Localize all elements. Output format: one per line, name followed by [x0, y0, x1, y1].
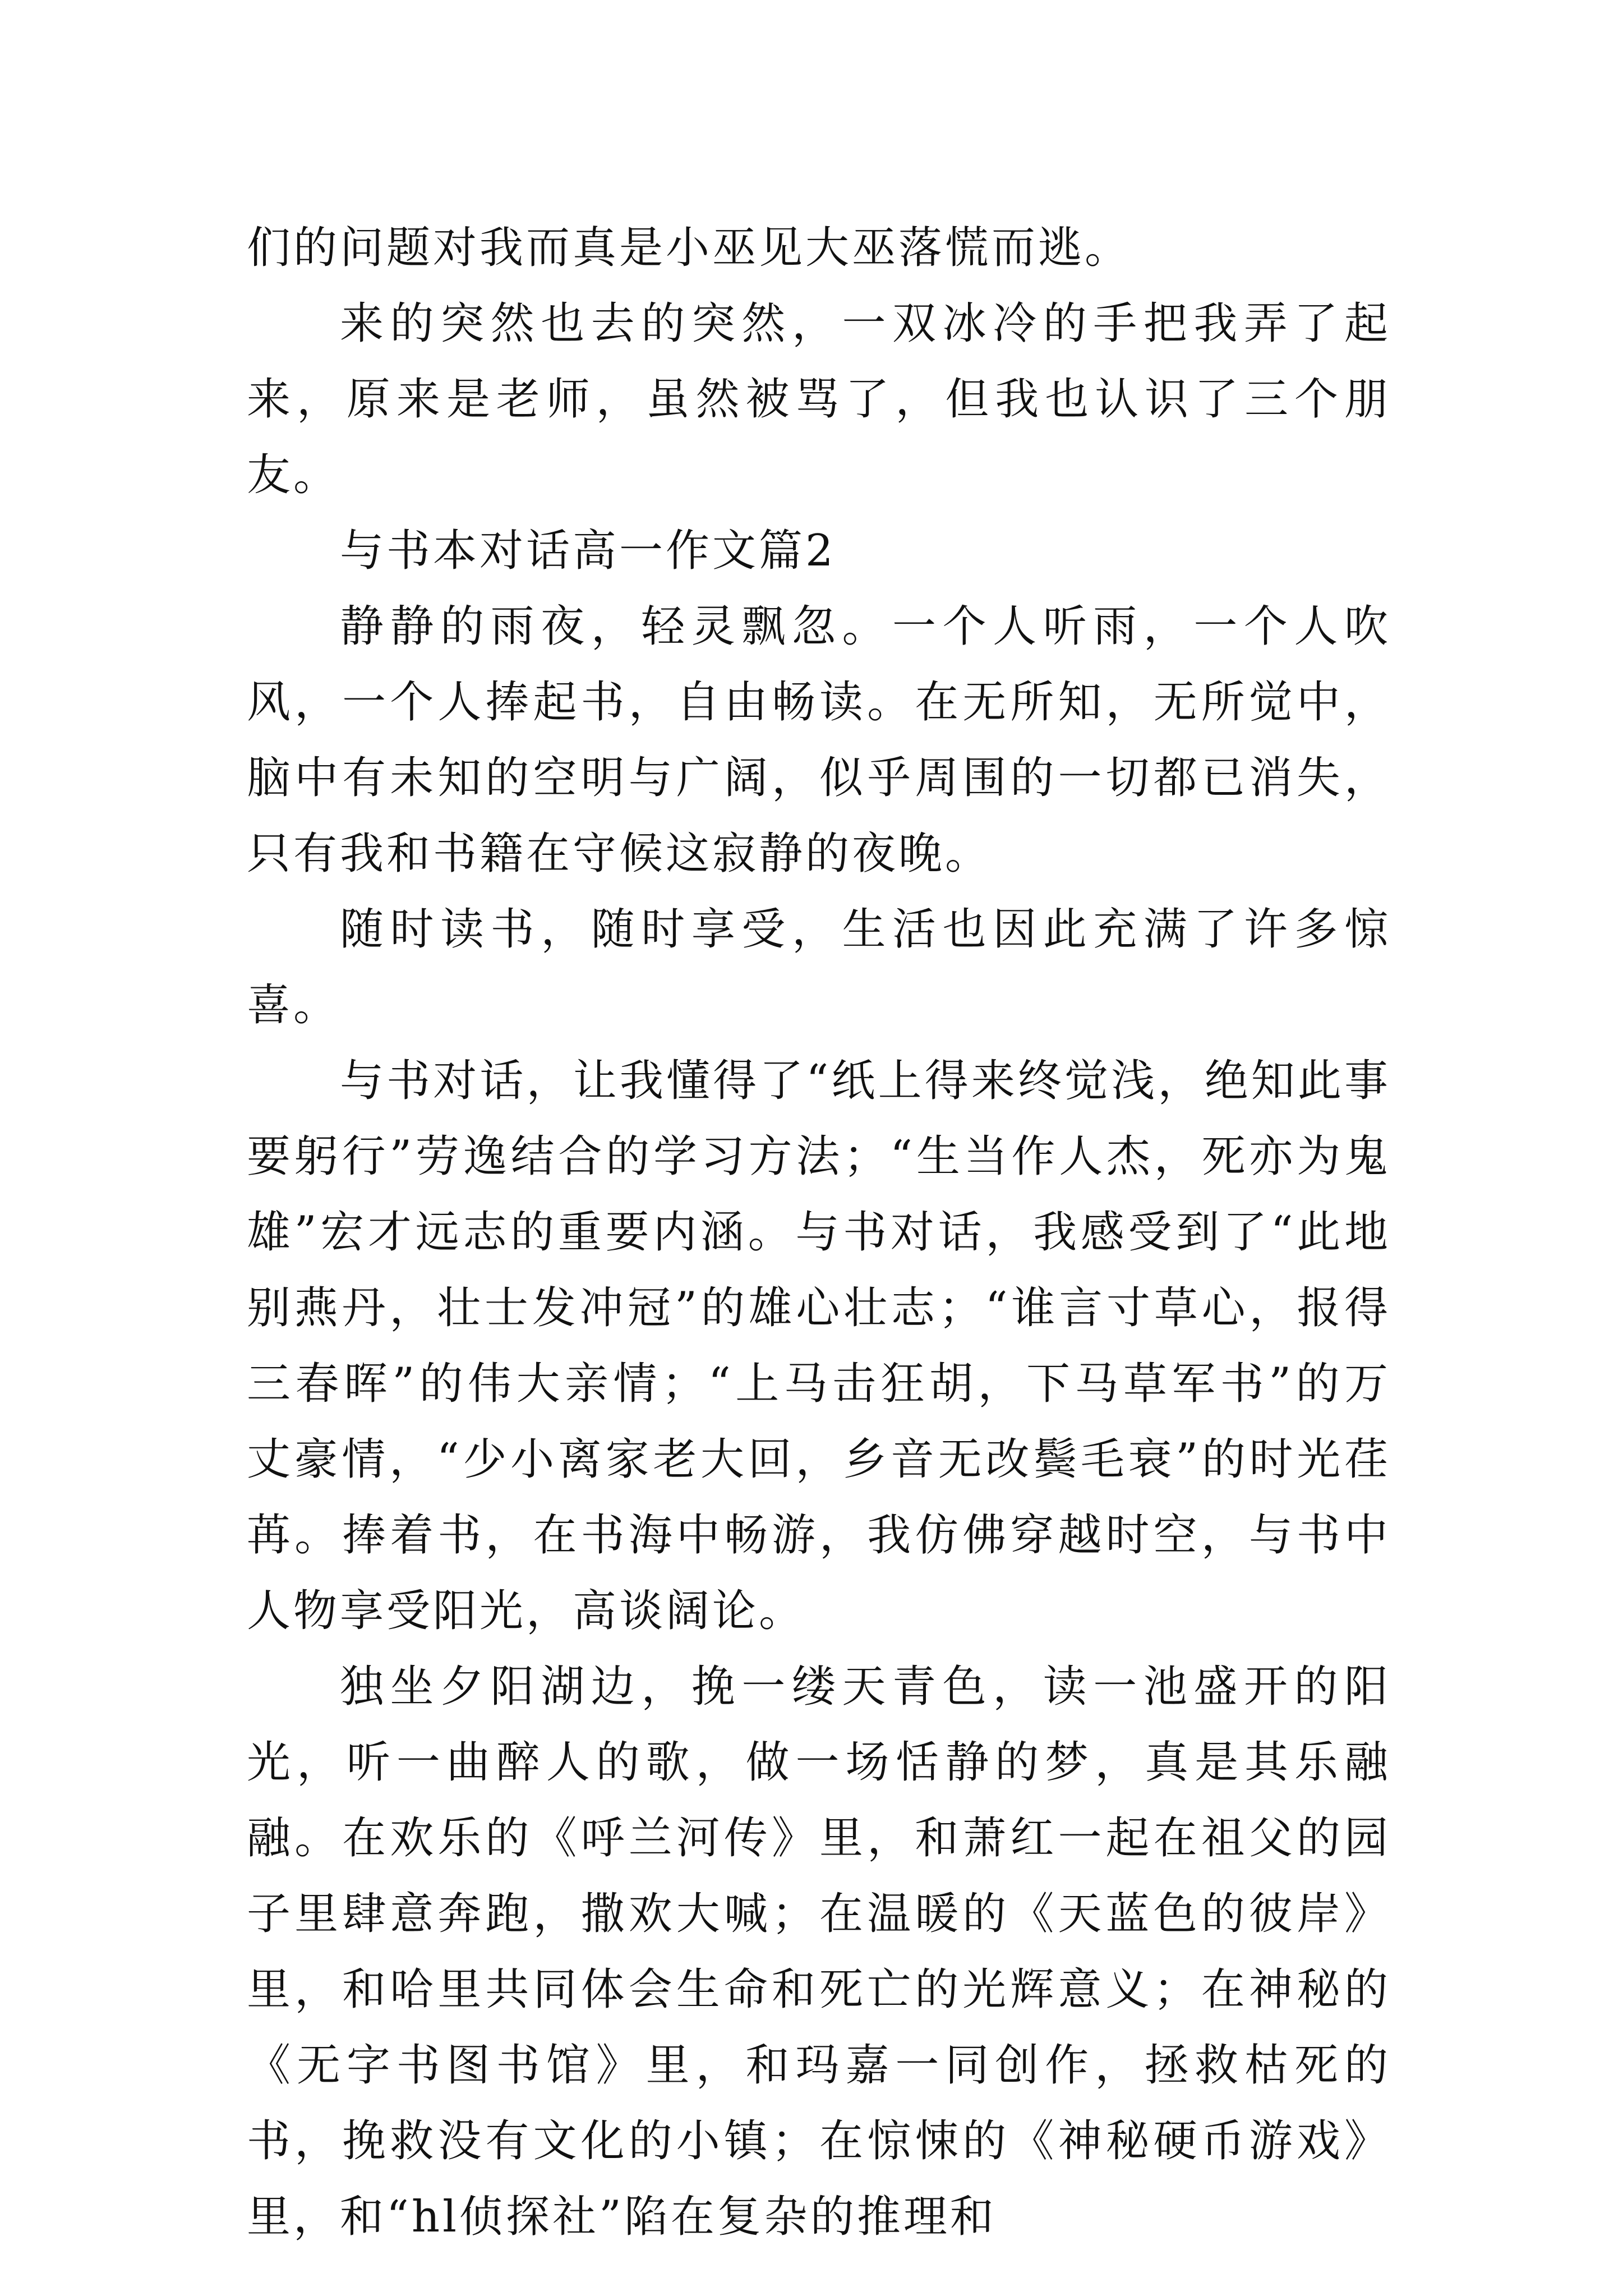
document-body: [247, 210, 1391, 2255]
paragraph: 静静的雨夜，轻灵飘忽。一个人听雨，一个人吹风，一个人捧起书，自由畅读。在无所知，无所觉中，脑中有未知的空明与广阔，似乎周围的一切都已消失，只有我和书籍在守候这寂静的夜晚。: [247, 601, 1391, 879]
paragraph: 独坐夕阳湖边，挽一缕天青色，读一池盛开的阳光，听一曲醉人的歌，做一场恬静的梦，真是其乐融融。在欢乐的《呼兰河传》里，和萧红一起在祖父的园子里肆意奔跑，撒欢大喊；在温暖的《天蓝色的彼岸》里，和哈里共同体会生命和死亡的光辉意义；在神秘的《无字书图书馆》里，和玛嘉一同创作，拯救枯死的书，挽救没有文化的小镇；在惊悚的《神秘硬币游戏》里，和“hl侦探社”陷在复杂的推理和: [247, 1662, 1391, 2242]
section-heading: 与书本对话高一作文篇2: [340, 526, 836, 576]
paragraph: 随时读书，随时享受，生活也因此充满了许多惊喜。: [247, 904, 1391, 1030]
paragraph-continuation: 们的问题对我而真是小巫见大巫落慌而逃。: [247, 223, 1132, 273]
paragraph: 与书对话，让我懂得了“纸上得来终觉浅，绝知此事要躬行”劳逸结合的学习方法；“生当作人杰，死亦为鬼雄”宏才远志的重要内涵。与书对话，我感受到了“此地别燕丹，壮士发冲冠”的雄心壮志；“谁言寸草心，报得三春晖”的伟大亲情；“上马击狂胡，下马草军书”的万丈豪情，“少小离家老大回，乡音无改鬓毛衰”的时光荏苒。捧着书，在书海中畅游，我仿佛穿越时空，与书中人物享受阳光，高谈阔论。: [247, 1056, 1391, 1636]
paragraph: 来的突然也去的突然，一双冰冷的手把我弄了起来，原来是老师，虽然被骂了，但我也认识了三个朋友。: [247, 298, 1391, 500]
